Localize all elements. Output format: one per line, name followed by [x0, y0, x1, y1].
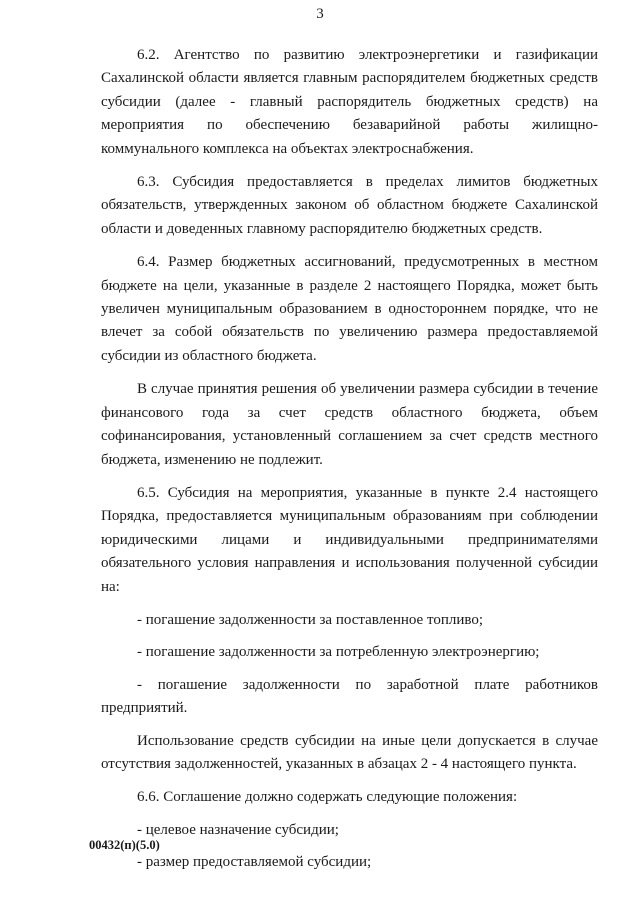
paragraph-6-6: 6.6. Соглашение должно содержать следующие положения: — [137, 789, 518, 806]
list-item-electricity: - погашение задолженности за потребленную электроэнергию; — [137, 644, 540, 661]
page-number: 3 — [316, 6, 324, 22]
paragraph-other-uses: Использование средств субсидии на иные цели допускается в случае отсутствия задолженностей, указанных в абзацах 2 - 4 настоящего пункта. — [101, 732, 598, 772]
paragraph-6-2: 6.2. Агентство по развитию электроэнергетики и газификации Сахалинской области является главным распорядителем бюджетных средств субсидии (далее - главный распорядитель бюджетных средств) на мероприятия по обеспечению безаварийной работы жилищно-коммунального комплекса на объектах электроснабжения. — [101, 47, 598, 157]
paragraph-6-3: 6.3. Субсидия предоставляется в пределах лимитов бюджетных обязательств, утвержденных законом об областном бюджете Сахалинской области и доведенных главному распорядителю бюджетных средств. — [101, 174, 598, 237]
list-item-amount: - размер предоставляемой субсидии; — [137, 854, 372, 871]
paragraph-6-5: 6.5. Субсидия на мероприятия, указанные в пункте 2.4 настоящего Порядка, предоставляется муниципальным образованиям при соблюдении юридическими лицами и индивидуальными предпринимателями обязательного условия направления и использования полученной субсидии на: — [101, 484, 598, 595]
document-body — [101, 44, 598, 884]
document-code: 00432(п)(5.0) — [89, 838, 160, 852]
list-item-fuel: - погашение задолженности за поставленное топливо; — [137, 611, 484, 628]
list-item-wages: - погашение задолженности по заработной плате работников предприятий. — [101, 676, 598, 717]
paragraph-6-4-second: В случае принятия решения об увеличении размера субсидии в течение финансового года за счет средств областного бюджета, объем софинансирования, установленный соглашением за счет средств местного бюджета, изменению не подлежит. — [101, 381, 598, 468]
list-item-purpose: - целевое назначение субсидии; — [137, 821, 339, 838]
paragraph-6-4: 6.4. Размер бюджетных ассигнований, предусмотренных в местном бюджете на цели, указанные в разделе 2 настоящего Порядка, может быть увеличен муниципальным образованием в одностороннем порядке, что не влечет за собой обязательств по увеличению размера предоставляемой субсидии из областного бюджета. — [101, 254, 598, 364]
